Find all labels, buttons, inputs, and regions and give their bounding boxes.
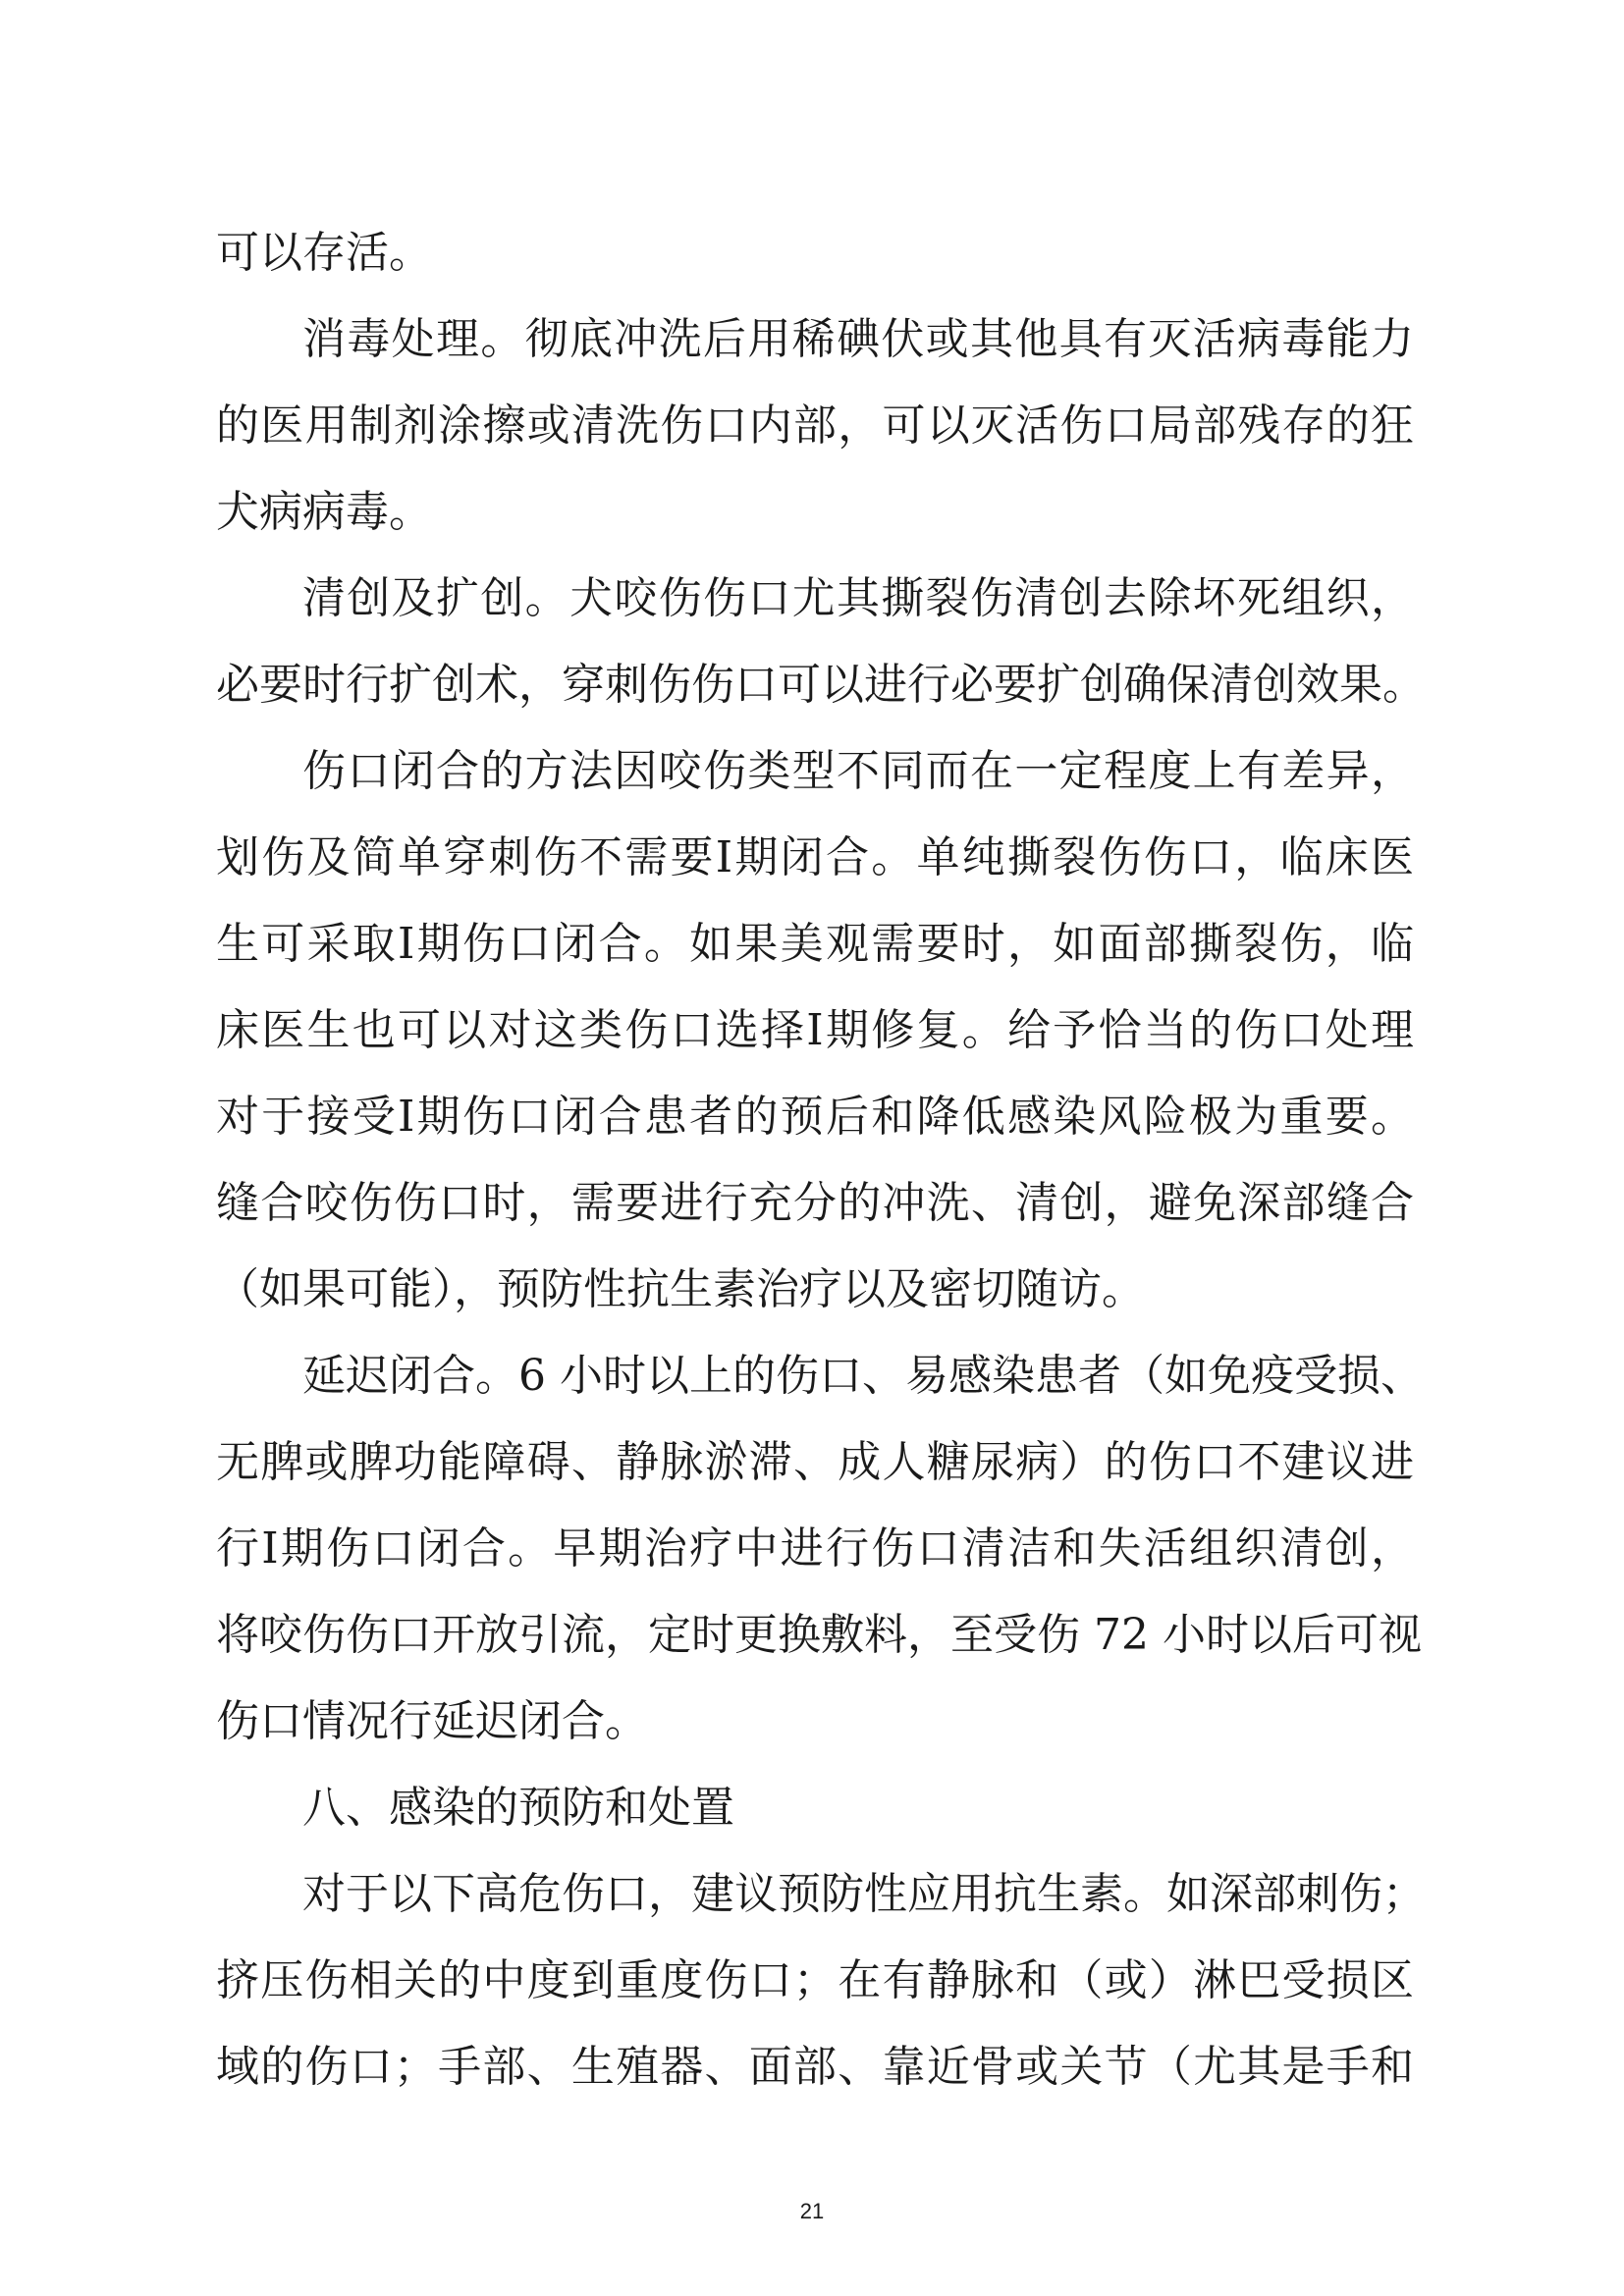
paragraph-line: 可以存活。	[216, 228, 432, 278]
paragraph-line: 生可采取Ⅰ期伤口闭合。如果美观需要时，如面部撕裂伤，临	[216, 919, 1414, 969]
paragraph-line: 对于接受Ⅰ期伤口闭合患者的预后和降低感染风险极为重要。	[216, 1092, 1414, 1142]
paragraph-line: 对于以下高危伤口，建议预防性应用抗生素。如深部刺伤；	[302, 1869, 1426, 1919]
paragraph-line: （如果可能），预防性抗生素治疗以及密切随访。	[216, 1264, 1145, 1314]
paragraph-line: 的医用制剂涂擦或清洗伤口内部，可以灭活伤口局部残存的狂	[216, 400, 1414, 451]
paragraph-line: 清创及扩创。犬咬伤伤口尤其撕裂伤清创去除坏死组织，	[302, 573, 1414, 623]
paragraph-line: 伤口闭合的方法因咬伤类型不同而在一定程度上有差异，	[302, 746, 1414, 796]
paragraph-line: 缝合咬伤伤口时，需要进行充分的冲洗、清创，避免深部缝合	[216, 1178, 1414, 1228]
section-heading: 八、感染的预防和处置	[302, 1783, 734, 1833]
paragraph-line: 无脾或脾功能障碍、静脉淤滞、成人糖尿病）的伤口不建议进	[216, 1437, 1414, 1487]
page-number: 21	[799, 2199, 825, 2223]
paragraph-line: 延迟闭合。6 小时以上的伤口、易感染患者（如免疫受损、	[302, 1351, 1424, 1401]
paragraph-line: 消毒处理。彻底冲洗后用稀碘伏或其他具有灭活病毒能力	[302, 314, 1414, 364]
paragraph-line: 床医生也可以对这类伤口选择Ⅰ期修复。给予恰当的伤口处理	[216, 1005, 1414, 1055]
paragraph-line: 挤压伤相关的中度到重度伤口；在有静脉和（或）淋巴受损区	[216, 1955, 1414, 2005]
paragraph-line: 伤口情况行延迟闭合。	[216, 1696, 648, 1746]
paragraph-line: 行Ⅰ期伤口闭合。早期治疗中进行伤口清洁和失活组织清创，	[216, 1523, 1414, 1574]
paragraph-line: 划伤及简单穿刺伤不需要Ⅰ期闭合。单纯撕裂伤伤口，临床医	[216, 832, 1414, 882]
paragraph-line: 必要时行扩创术，穿刺伤伤口可以进行必要扩创确保清创效果。	[216, 660, 1426, 710]
paragraph-line: 将咬伤伤口开放引流，定时更换敷料，至受伤 72 小时以后可视	[216, 1610, 1422, 1660]
paragraph-line: 犬病病毒。	[216, 487, 432, 537]
paragraph-line: 域的伤口；手部、生殖器、面部、靠近骨或关节（尤其是手和	[216, 2042, 1414, 2092]
